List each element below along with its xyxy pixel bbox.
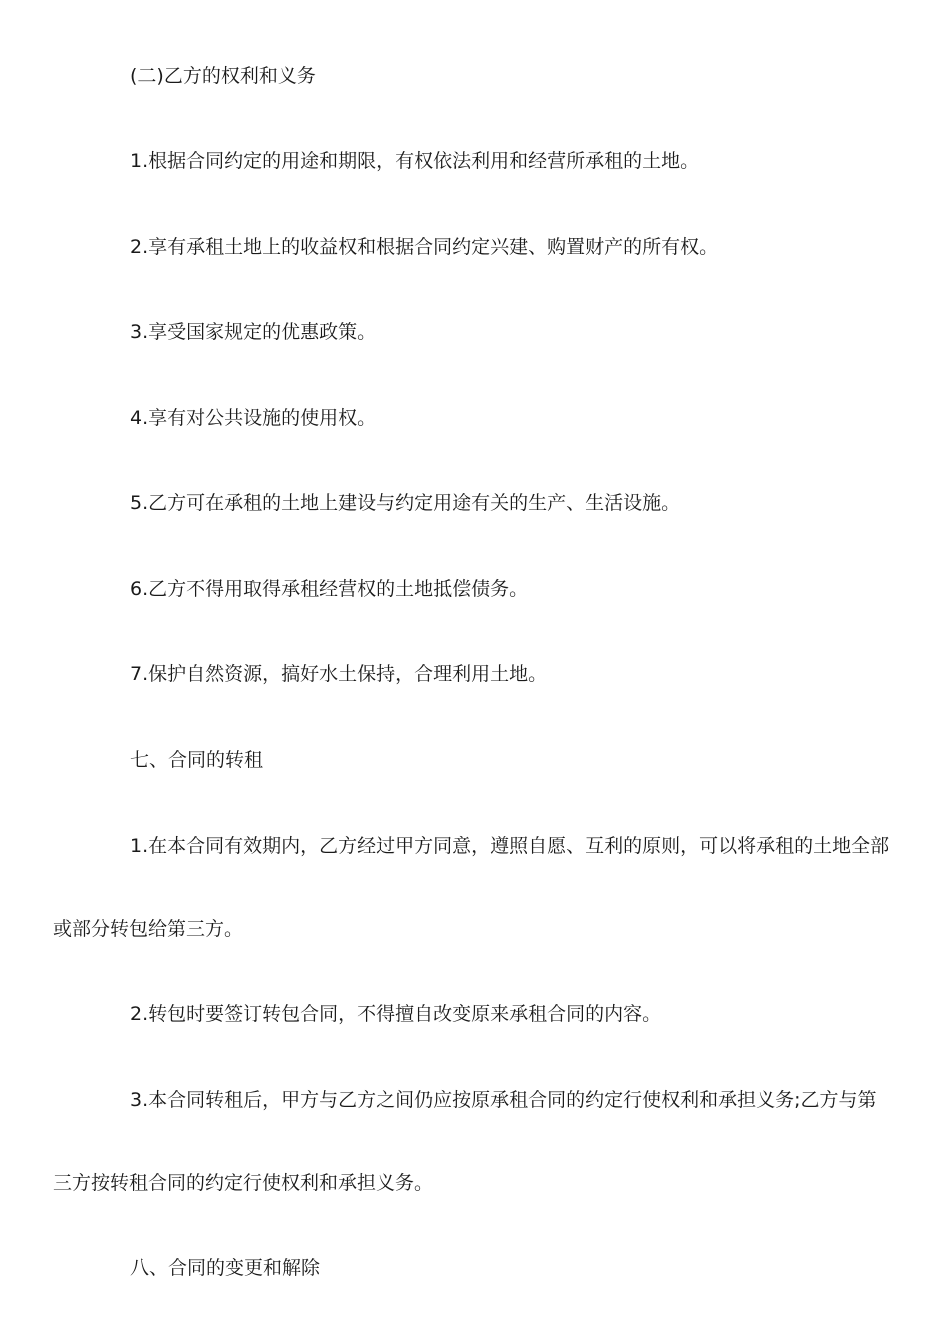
section-heading-change-termination: 八、合同的变更和解除	[130, 1257, 321, 1279]
sublease-item-1-line-1: 1.在本合同有效期内，乙方经过甲方同意，遵照自愿、互利的原则，可以将承租的土地全部	[130, 835, 890, 857]
paragraph-item-7: 7.保护自然资源，搞好水土保持，合理利用土地。	[130, 663, 548, 685]
paragraph-item-2: 2.享有承租土地上的收益权和根据合同约定兴建、购置财产的所有权。	[130, 236, 719, 258]
paragraph-item-3: 3.享受国家规定的优惠政策。	[130, 321, 377, 343]
paragraph-item-4: 4.享有对公共设施的使用权。	[130, 407, 377, 429]
sublease-item-3-line-2: 三方按转租合同的约定行使权利和承担义务。	[53, 1172, 434, 1194]
section-heading-party-b-rights: (二)乙方的权利和义务	[130, 65, 316, 87]
paragraph-item-1: 1.根据合同约定的用途和期限，有权依法利用和经营所承租的土地。	[130, 150, 700, 172]
paragraph-item-5: 5.乙方可在承租的土地上建设与约定用途有关的生产、生活设施。	[130, 492, 681, 514]
paragraph-item-6: 6.乙方不得用取得承租经营权的土地抵偿债务。	[130, 578, 529, 600]
sublease-item-1-line-2: 或部分转包给第三方。	[53, 918, 244, 940]
section-heading-sublease: 七、合同的转租	[130, 749, 264, 771]
sublease-item-3-line-1: 3.本合同转租后，甲方与乙方之间仍应按原承租合同的约定行使权利和承担义务;乙方与第	[130, 1089, 877, 1111]
sublease-item-2: 2.转包时要签订转包合同，不得擅自改变原来承租合同的内容。	[130, 1003, 662, 1025]
